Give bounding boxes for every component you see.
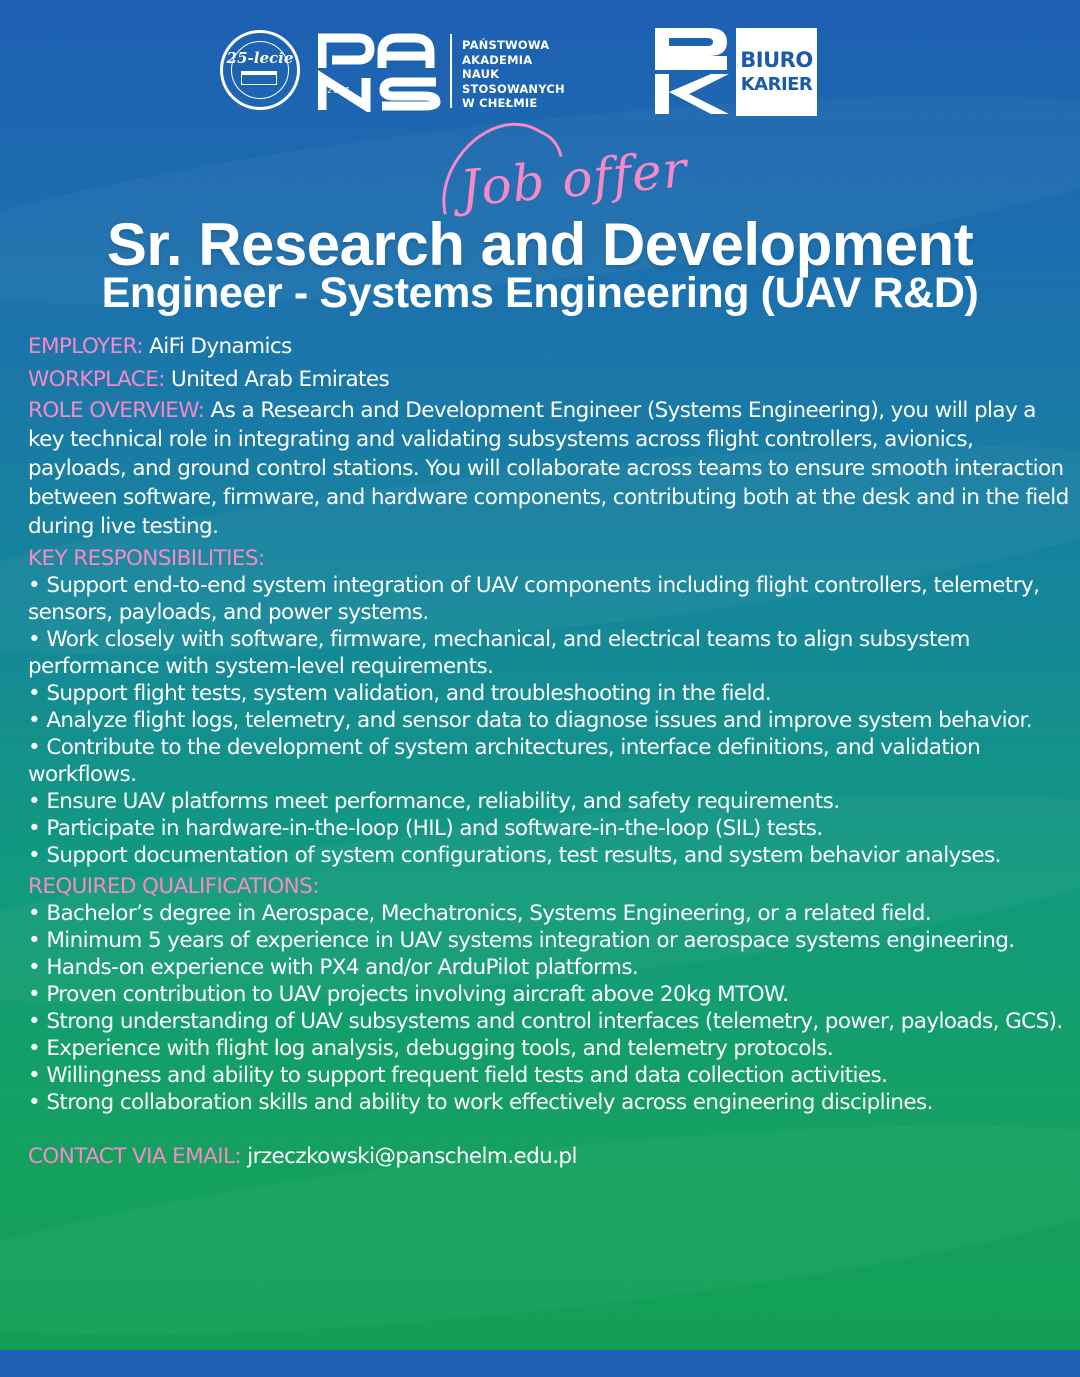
pans-name-line: STOSOWANYCH bbox=[462, 81, 565, 96]
contact-email-link[interactable]: jrzeczkowski@panschelm.edu.pl bbox=[241, 1144, 577, 1169]
logo-divider bbox=[450, 34, 452, 108]
list-item: • Work closely with software, firmware, mechanical, and electrical teams to align subsystem performance with system-level requirements. bbox=[28, 627, 970, 679]
pans-name-line: W CHEŁMIE bbox=[462, 96, 538, 110]
pans-name-line: PAŃSTWOWA bbox=[462, 38, 550, 52]
employer-value: AiFi Dynamics bbox=[142, 334, 292, 359]
role-overview bbox=[28, 396, 1073, 541]
list-item: • Participate in hardware-in-the-loop (HIL) and software-in-the-loop (SIL) tests. bbox=[28, 816, 823, 841]
pans-name-line: NAUK bbox=[462, 67, 500, 81]
role-overview-label: ROLE OVERVIEW: bbox=[28, 398, 205, 423]
list-item: • Analyze flight logs, telemetry, and sensor data to diagnose issues and improve system behavior. bbox=[28, 708, 1033, 733]
building-icon bbox=[241, 71, 277, 85]
list-item: • Ensure UAV platforms meet performance, reliability, and safety requirements. bbox=[28, 789, 840, 814]
employer-label: EMPLOYER: bbox=[28, 334, 143, 359]
biuro-line1: BIURO bbox=[740, 48, 813, 72]
pans-name bbox=[462, 38, 565, 111]
pans-year: 2001 bbox=[327, 86, 352, 95]
pans-logo bbox=[318, 32, 443, 112]
job-details bbox=[28, 330, 1073, 1172]
workplace-row bbox=[28, 363, 1073, 396]
contact-label: CONTACT VIA EMAIL: bbox=[28, 1144, 241, 1169]
job-title-line2: Engineer - Systems Engineering (UAV R&D) bbox=[101, 269, 979, 317]
anniversary-seal-logo bbox=[220, 30, 300, 110]
job-title-line1: Sr. Research and Development bbox=[106, 211, 974, 278]
role-overview-text: As a Research and Development Engineer (Systems Engineering), you will play a key technical role in integrating and validating subsystems across flight controllers, avionics, payloads, and ground control stations. You will collaborate across teams to ensure smooth interaction between software, firmware, and hardware components, contributing both at the desk and in the field during live testing. bbox=[28, 398, 1069, 539]
job-offer-script: Job offer bbox=[457, 140, 690, 218]
seal-center-text: 25-lecie bbox=[226, 49, 294, 67]
header-logos bbox=[0, 28, 1080, 118]
list-item: • Strong collaboration skills and ability to work effectively across engineering disciplines. bbox=[28, 1090, 933, 1115]
bk-logo bbox=[655, 28, 729, 114]
list-item: • Willingness and ability to support frequent field tests and data collection activities. bbox=[28, 1063, 888, 1088]
list-item: • Minimum 5 years of experience in UAV systems integration or aerospace systems engineering. bbox=[28, 928, 1015, 953]
qualifications-heading: REQUIRED QUALIFICATIONS: bbox=[28, 874, 319, 899]
biuro-karier-badge bbox=[736, 28, 817, 116]
list-item: • Support documentation of system configurations, test results, and system behavior analyses. bbox=[28, 843, 1001, 868]
contact-row bbox=[28, 1142, 1073, 1172]
list-item: • Hands-on experience with PX4 and/or ArduPilot platforms. bbox=[28, 955, 639, 980]
biuro-line2: KARIER bbox=[740, 74, 813, 95]
employer-row bbox=[28, 330, 1073, 363]
pans-name-line: AKADEMIA bbox=[462, 52, 533, 67]
list-item: • Experience with flight log analysis, debugging tools, and telemetry protocols. bbox=[28, 1036, 834, 1061]
list-item: • Contribute to the development of system architectures, interface definitions, and validation workflows. bbox=[28, 735, 981, 787]
list-item: • Bachelor’s degree in Aerospace, Mechatronics, Systems Engineering, or a related field. bbox=[28, 901, 932, 926]
qualifications-list bbox=[28, 900, 1073, 1116]
workplace-value: United Arab Emirates bbox=[164, 367, 390, 392]
workplace-label: WORKPLACE: bbox=[28, 367, 165, 392]
responsibilities-list bbox=[28, 572, 1073, 869]
list-item: • Support end-to-end system integration of UAV components including flight controllers, telemetry, sensors, payloads, and power systems. bbox=[28, 573, 1040, 625]
list-item: • Strong understanding of UAV subsystems and control interfaces (telemetry, power, payloads, GCS). bbox=[28, 1009, 1063, 1034]
list-item: • Support flight tests, system validation, and troubleshooting in the field. bbox=[28, 681, 772, 706]
responsibilities-heading: KEY RESPONSIBILITIES: bbox=[28, 546, 265, 571]
list-item: • Proven contribution to UAV projects involving aircraft above 20kg MTOW. bbox=[28, 982, 789, 1007]
